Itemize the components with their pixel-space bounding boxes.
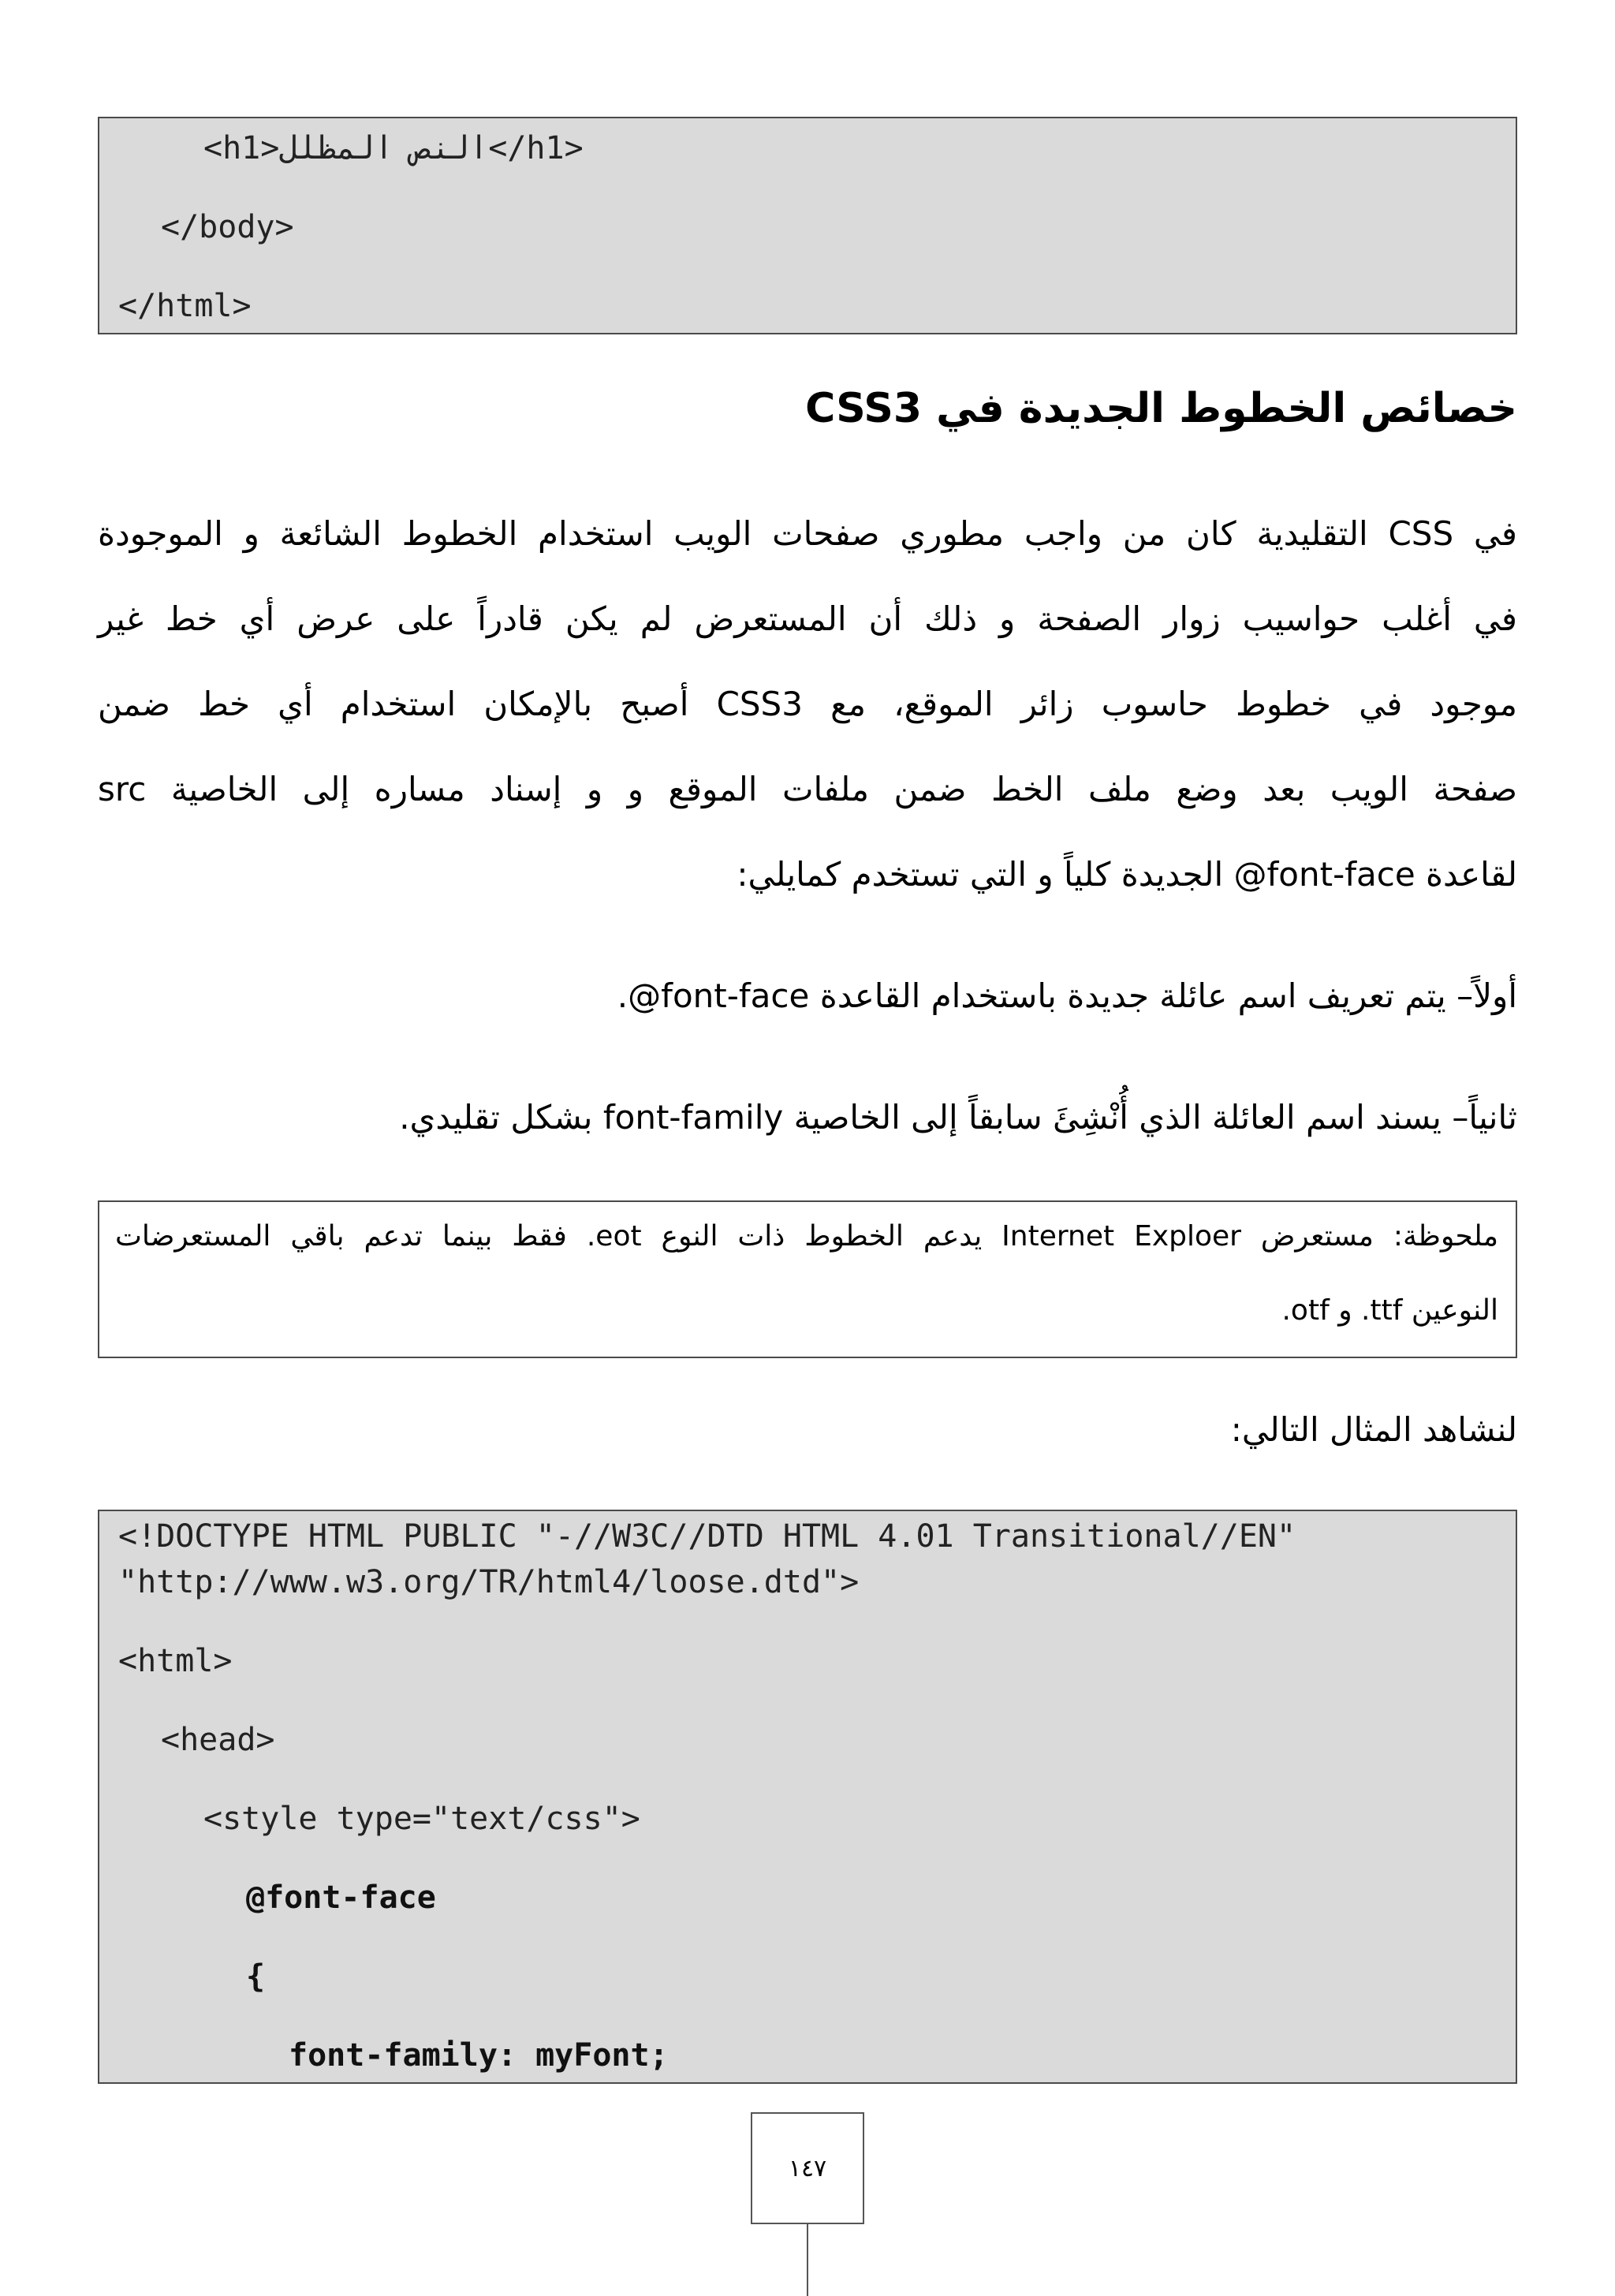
code-line: <!DOCTYPE HTML PUBLIC "-//W3C//DTD HTML 4.01 Transitional//EN"	[118, 1518, 1296, 1555]
code-line: <style type="text/css">	[203, 1801, 640, 1837]
paragraph-line: لقاعدة font-face@ الجديدة كلياً و التي تستخدم كمايلي:	[737, 855, 1517, 894]
code-block-example	[98, 1510, 1517, 2084]
code-line: "http://www.w3.org/TR/html4/loose.dtd">	[118, 1564, 860, 1600]
code-block-previous	[98, 117, 1517, 334]
note-line: ملحوظة: مستعرض Internet Exploer يدعم الخطوط ذات النوع eot. فقط بينما تدعم باقي المستعرضات	[115, 1220, 1498, 1253]
section-heading: خصائص الخطوط الجديدة في CSS3	[805, 385, 1517, 432]
code-line: <head>	[161, 1722, 275, 1758]
example-intro: لنشاهد المثال التالي:	[1230, 1410, 1517, 1449]
page-number-label: ١٤٧	[788, 2154, 827, 2182]
paragraph-line: في أغلب حواسيب زوار الصفحة و ذلك أن المستعرض لم يكن قادراً على عرض أي خط غير	[98, 599, 1517, 638]
note-box	[98, 1200, 1517, 1358]
code-line: </body>	[161, 209, 294, 245]
paragraph-line: في CSS التقليدية كان من واجب مطوري صفحات الويب استخدام الخطوط الشائعة و الموجودة	[98, 514, 1518, 553]
step-second: ثانياً– يسند اسم العائلة الذي أُنْشِئَ سابقاً إلى الخاصية font-family بشكل تقليدي.	[399, 1098, 1517, 1137]
code-line: <h1>النص المظلل</h1>	[203, 130, 584, 166]
page-number	[751, 2112, 864, 2224]
code-line: @font-face	[246, 1880, 436, 1916]
paragraph-line: موجود في خطوط حاسوب زائر الموقع، مع CSS3 أصبح بالإمكان استخدام أي خط ضمن	[98, 685, 1517, 723]
page-number-stem	[807, 2224, 808, 2296]
note-line: النوعين ttf. و otf.	[1281, 1294, 1498, 1327]
code-line: font-family: myFont;	[289, 2037, 669, 2074]
paragraph-line: صفحة الويب بعد وضع ملف الخط ضمن ملفات الموقع و و إسناد مساره إلى الخاصية src	[98, 770, 1517, 808]
code-line: <html>	[118, 1643, 233, 1679]
step-first: أولاً– يتم تعريف اسم عائلة جديدة باستخدام القاعدة font-face@.	[617, 976, 1517, 1015]
code-line: {	[246, 1958, 266, 1995]
code-line: </html>	[118, 288, 252, 324]
